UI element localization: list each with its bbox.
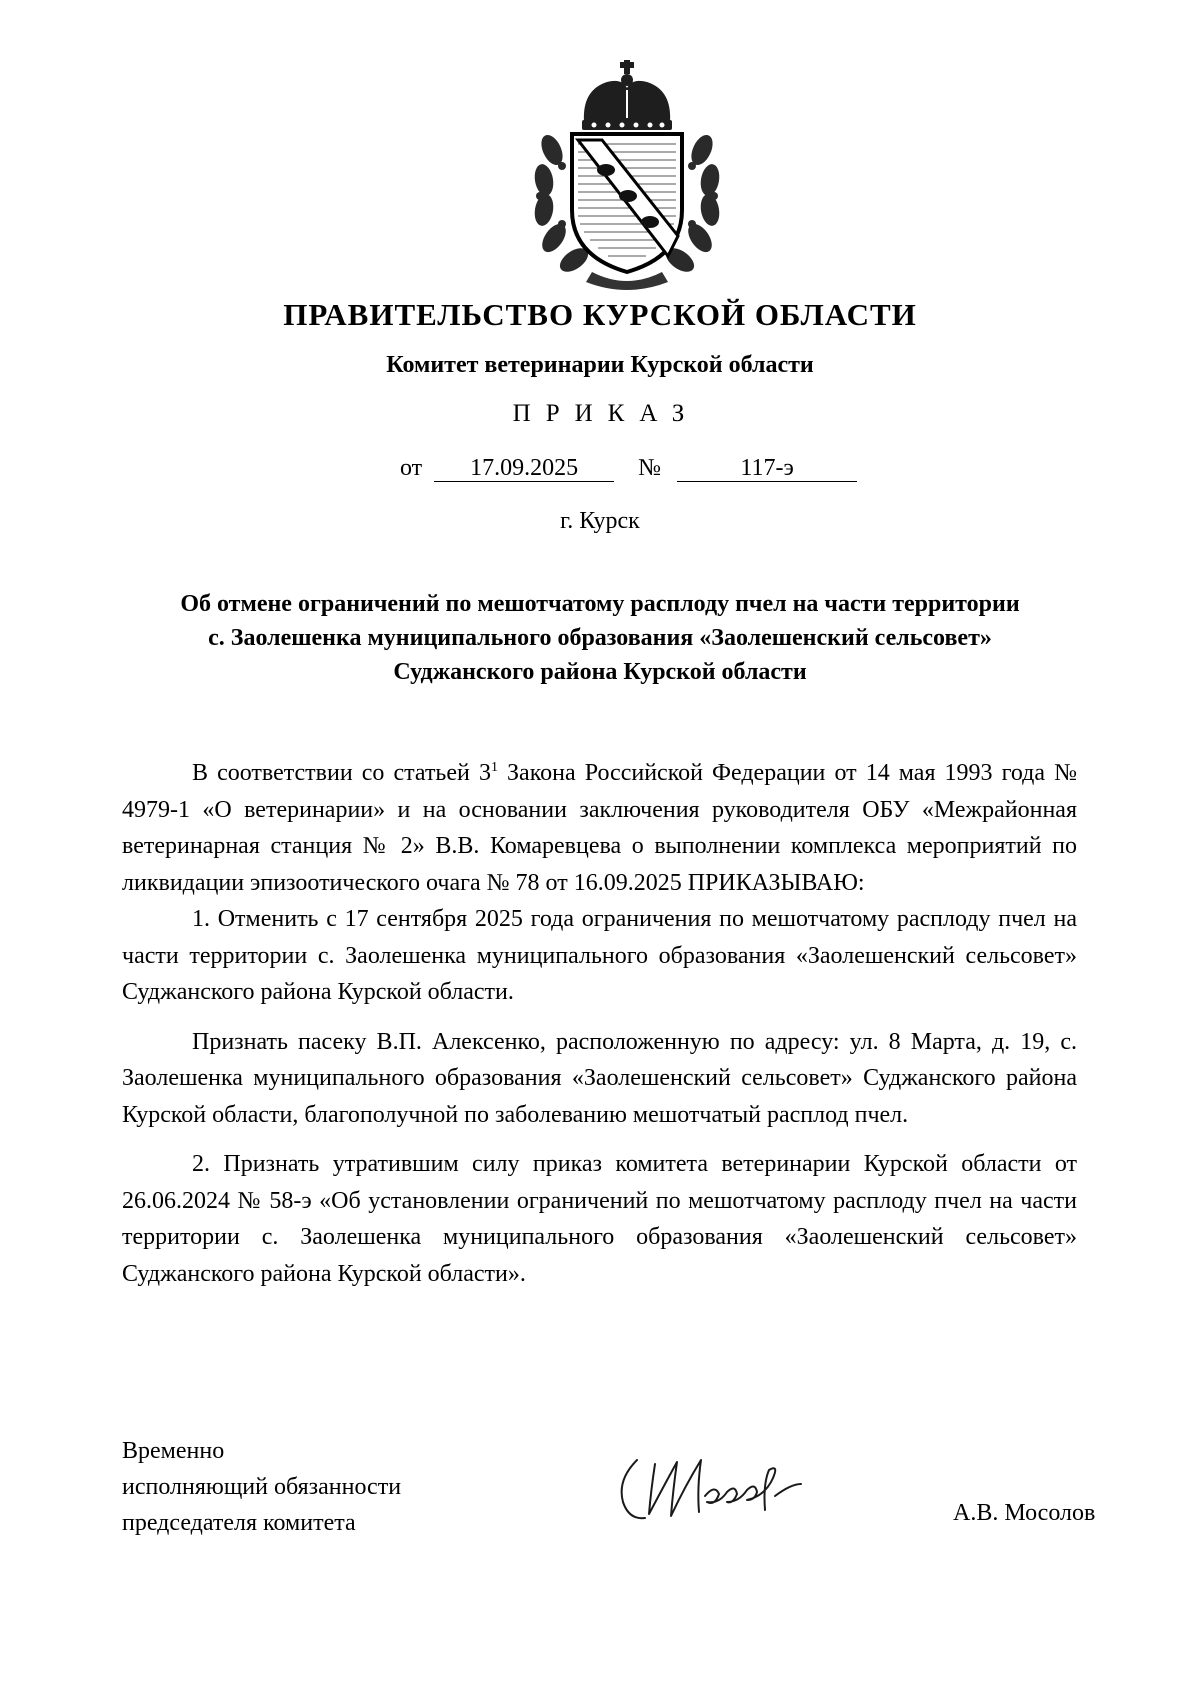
article-superscript: 1 [490,760,498,775]
item-1-extra-paragraph: Признать пасеку В.П. Алексенко, расположенную по адресу: ул. 8 Марта, д. 19, с. Заолешенка муниципального образования «Заолешенский сельсовет» Суджанского района Курской области, благополучной по заболеванию мешотчатый расплод пчел. [122,1028,1077,1128]
preamble-rest: Закона Российской Федерации от 14 мая 1993 года № 4979-1 «О ветеринарии» и на основании заключения руководителя ОБУ «Межрайонная ветеринарная станция № 2» В.В. Комаревцева о выполнении комплекса мероприятий по ликвидации эпизоотического очага № 78 от 16.09.2025 ПРИКАЗЫВАЮ: [122,760,1078,896]
signatory-role [122,1433,401,1541]
coat-of-arms-icon [522,60,732,292]
order-title-line: Об отмене ограничений по мешотчатому расплоду пчел на части территории [180,591,1020,617]
city: г. Курск [560,508,640,534]
order-dateline [400,455,857,482]
signatory-role-line: Временно [122,1438,225,1464]
signatory-role-line: председателя комитета [122,1510,356,1536]
signatory-role-line: исполняющий обязанности [122,1474,402,1500]
preamble-start: В соответствии со статьей 3 [192,760,491,786]
date-prefix: от [400,455,423,481]
signer-name: А.В. Мосолов [953,1500,1096,1526]
order-date: 17.09.2025 [434,455,614,482]
order-body [122,755,1077,1292]
order-title-line: Суджанского района Курской области [393,659,807,685]
government-title: ПРАВИТЕЛЬСТВО КУРСКОЙ ОБЛАСТИ [283,297,917,332]
order-number: 117-э [677,455,857,482]
item-1-paragraph: 1. Отменить с 17 сентября 2025 года ограничения по мешотчатому расплоду пчел на части территории с. Заолешенка муниципального образования «Заолешенский сельсовет» Суджанского района Курской области. [122,906,1077,1005]
handwritten-signature [615,1440,855,1535]
document-type: ПРИКАЗ [512,400,700,427]
preamble-paragraph [122,755,1077,901]
item-2-paragraph: 2. Признать утратившим силу приказ комитета ветеринарии Курской области от 26.06.2024 № 58-э «Об установлении ограничений по мешотчатому расплоду пчел на части территории с. Заолешенка муниципального образования «Заолешенский сельсовет» Суджанского района Курской области». [122,1151,1077,1287]
number-label: № [638,455,662,481]
order-title-line: с. Заолешенка муниципального образования «Заолешенский сельсовет» [208,625,992,651]
committee-name: Комитет ветеринарии Курской области [386,352,814,378]
order-title [120,587,1080,689]
